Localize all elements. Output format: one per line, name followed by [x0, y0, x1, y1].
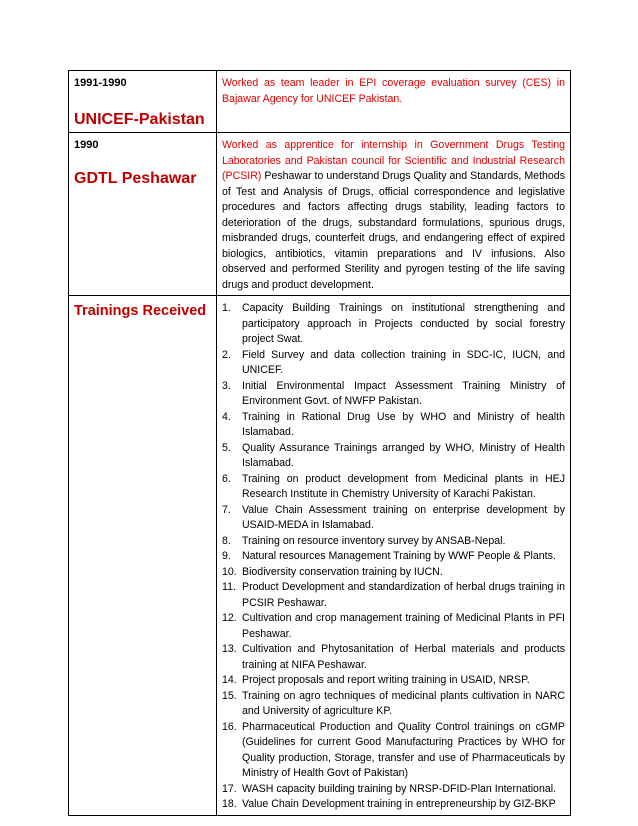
description-cell — [217, 133, 571, 296]
description-highlight: Worked as apprentice for internship in Government Drugs Testing Laboratories and Pakistan council for Scientific and Industrial Research (PCSIR) — [222, 139, 565, 182]
description-text — [222, 138, 565, 293]
training-text: Field Survey and data collection training in SDC-IC, IUCN, and UNICEF. — [242, 348, 565, 376]
period-cell — [69, 71, 217, 133]
training-number: 15. — [222, 689, 237, 702]
training-number: 17. — [222, 782, 237, 795]
training-item — [222, 797, 565, 813]
training-text: Value Chain Development training in entrepreneurship by GIZ-BKP — [242, 798, 556, 810]
training-text: Value Chain Assessment training on enterprise development by USAID-MEDA in Islamabad. — [242, 503, 565, 531]
training-text: Quality Assurance Trainings arranged by WHO, Ministry of Health Islamabad. — [242, 441, 565, 469]
trainings-heading-cell — [69, 296, 217, 816]
training-text: Project proposals and report writing training in USAID, NRSP. — [242, 674, 530, 686]
training-number: 12. — [222, 612, 237, 624]
training-item — [222, 441, 565, 472]
training-item — [222, 549, 565, 565]
training-text: Training on agro techniques of medicinal plants cultivation in NARC and University of agriculture KP. — [242, 689, 565, 717]
training-item — [222, 301, 565, 348]
training-item — [222, 534, 565, 550]
organization-name: GDTL Peshawar — [74, 170, 197, 187]
training-number: 16. — [222, 720, 237, 733]
training-text: Biodiversity conservation training by IUCN. — [242, 565, 443, 578]
cv-table — [68, 70, 571, 816]
training-text: WASH capacity building training by NRSP-DFID-Plan International. — [242, 782, 557, 795]
description-highlight: Worked as team leader in EPI coverage evaluation survey (CES) in Bajawar Agency for UNICEF Pakistan. — [222, 77, 565, 105]
training-number: 10. — [222, 565, 237, 578]
period-text: 1991-1990 — [74, 77, 127, 89]
training-item — [222, 642, 565, 673]
training-item — [222, 673, 565, 689]
training-number: 4. — [222, 410, 231, 423]
training-text: Product Development and standardization of herbal drugs training in PCSIR Peshawar. — [242, 581, 565, 609]
training-number: 18. — [222, 798, 237, 810]
trainings-heading: Trainings Received — [74, 303, 207, 319]
training-text: Training in Rational Drug Use by WHO and Ministry of health Islamabad. — [242, 410, 565, 438]
training-text: Initial Environmental Impact Assessment Training Ministry of Environment Govt. of NWFP Pakistan. — [242, 379, 565, 407]
experience-row-gdtl — [69, 133, 571, 296]
organization-name: UNICEF-Pakistan — [74, 111, 205, 128]
training-number: 1. — [222, 302, 231, 314]
training-number: 11. — [222, 581, 236, 593]
training-text: Cultivation and Phytosanitation of Herbal materials and products training at NIFA Peshawar. — [242, 643, 565, 671]
training-item — [222, 379, 565, 410]
training-item — [222, 689, 565, 720]
trainings-row — [69, 296, 571, 816]
training-text: Capacity Building Trainings on institutional strengthening and participatory approach in Projects conducted by social forestry project Swat. — [242, 302, 565, 345]
training-number: 13. — [222, 643, 237, 655]
description-text — [222, 76, 565, 107]
description-cell — [217, 71, 571, 133]
training-item — [222, 580, 565, 611]
training-item — [222, 611, 565, 642]
trainings-list-cell — [217, 296, 571, 816]
trainings-list — [222, 301, 565, 813]
training-number: 9. — [222, 550, 231, 562]
training-number: 7. — [222, 503, 231, 516]
training-item — [222, 720, 565, 782]
training-item — [222, 565, 565, 581]
training-text: Pharmaceutical Production and Quality Control trainings on cGMP (Guidelines for current Good Manufacturing Practices by WHO for Quality production, Storage, transfer and use of Pharmaceuticals by Ministry of Health Govt of Pakistan) — [242, 720, 565, 779]
training-item — [222, 503, 565, 534]
training-number: 8. — [222, 534, 231, 547]
training-item — [222, 348, 565, 379]
training-text: Natural resources Management Training by WWF People & Plants. — [242, 550, 556, 562]
experience-row-unicef — [69, 71, 571, 133]
period-text: 1990 — [74, 139, 99, 151]
description-body: Peshawar to understand Drugs Quality and Standards, Methods of Test and Analysis of Drugs, official correspondence and legislative procedures and factors affecting drugs stability, leading factors to deterioration of the drugs, substandard formulations, spurious drugs, misbranded drugs, counterfeit drugs, and endangering effect of expired biologics, antibiotics, vitamin preparations and IV infusions. Also observed and performed Sterility and pyrogen testing of the life saving drugs and product development. — [222, 170, 565, 291]
training-number: 5. — [222, 441, 231, 454]
period-cell — [69, 133, 217, 296]
training-number: 6. — [222, 472, 231, 485]
training-text: Cultivation and crop management training of Medicinal Plants in PFI Peshawar. — [242, 612, 565, 640]
training-number: 3. — [222, 379, 231, 392]
training-text: Training on product development from Medicinal plants in HEJ Research Institute in Chemistry University of Karachi Pakistan. — [242, 472, 565, 500]
training-text: Training on resource inventory survey by ANSAB-Nepal. — [242, 534, 506, 547]
training-number: 2. — [222, 348, 231, 361]
training-item — [222, 782, 565, 798]
training-number: 14. — [222, 674, 237, 686]
training-item — [222, 472, 565, 503]
training-item — [222, 410, 565, 441]
